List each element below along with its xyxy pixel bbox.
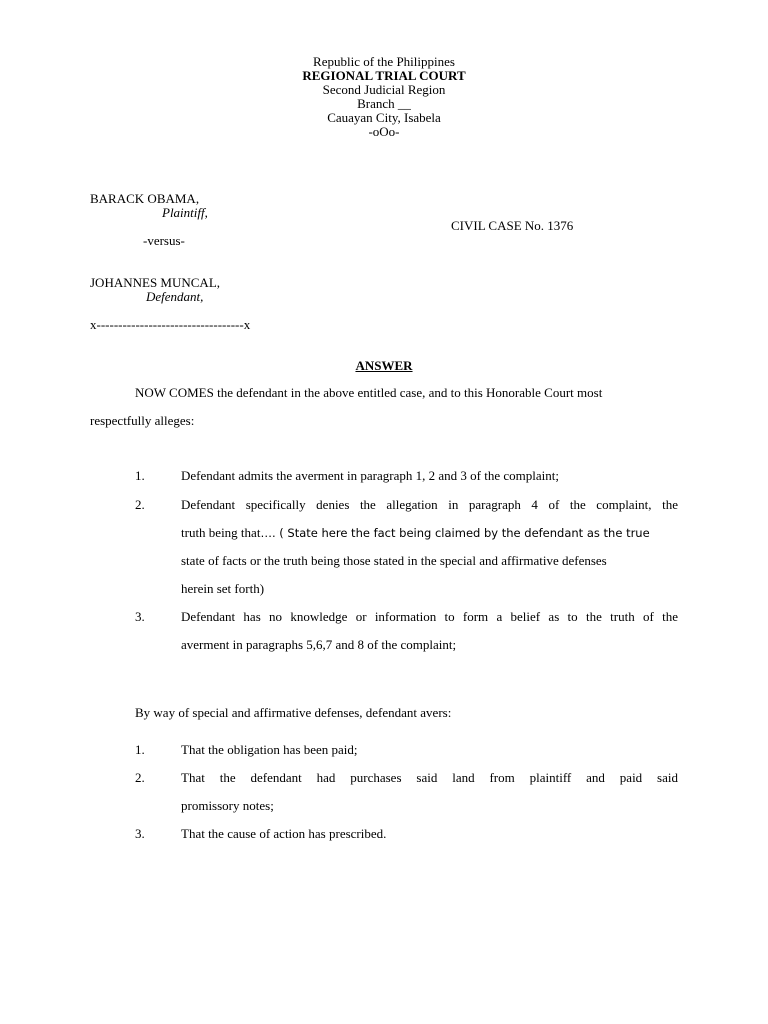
defendant-name: JOHANNES MUNCAL, [90, 275, 221, 290]
defense-text: That the defendant had purchases said land from plaintiff and paid said [181, 770, 678, 785]
defense-number: 1. [135, 742, 145, 757]
allegation-text: state of facts or the truth being those stated in the special and affirmative defenses [181, 553, 607, 568]
versus-label: -versus- [143, 233, 185, 248]
defense-number: 2. [135, 770, 145, 785]
header-ornament: -oOo- [368, 124, 400, 139]
plaintiff-name: BARACK OBAMA, [90, 191, 200, 206]
civil-case-number: CIVIL CASE No. 1376 [451, 218, 574, 233]
header-court-name: REGIONAL TRIAL COURT [302, 68, 466, 83]
allegation-text [181, 526, 650, 540]
allegation-number: 2. [135, 497, 145, 512]
intro-line-1: NOW COMES the defendant in the above entitled case, and to this Honorable Court most [135, 385, 603, 400]
header-location: Cauayan City, Isabela [327, 110, 441, 125]
allegation-text: Defendant has no knowledge or information to form a belief as to the truth of the [181, 609, 678, 624]
header-branch: Branch __ [357, 96, 411, 111]
allegation-text-part: …. ( State here the fact being claimed by the defendant as the true [260, 526, 650, 540]
allegation-text: averment in paragraphs 5,6,7 and 8 of the complaint; [181, 637, 457, 652]
allegation-text: Defendant specifically denies the allegation in paragraph 4 of the complaint, the [181, 497, 678, 512]
defense-number: 3. [135, 826, 145, 841]
allegation-number: 1. [135, 468, 145, 483]
header-judicial-region: Second Judicial Region [322, 82, 446, 97]
header-republic: Republic of the Philippines [313, 54, 455, 69]
defenses-intro: By way of special and affirmative defenses, defendant avers: [135, 705, 452, 720]
caption-separator: x----------------------------------x [90, 317, 251, 332]
intro-line-2: respectfully alleges: [90, 413, 195, 428]
allegation-number: 3. [135, 609, 145, 624]
plaintiff-role: Plaintiff, [162, 205, 208, 220]
defense-text: That the cause of action has prescribed. [181, 826, 387, 841]
defense-text: promissory notes; [181, 798, 274, 813]
defendant-role: Defendant, [146, 289, 204, 304]
allegation-text-part: truth being that [181, 525, 261, 540]
allegation-text: herein set forth) [181, 581, 265, 596]
allegation-text: Defendant admits the averment in paragraph 1, 2 and 3 of the complaint; [181, 468, 559, 483]
document-title: ANSWER [355, 358, 413, 373]
defense-text: That the obligation has been paid; [181, 742, 358, 757]
